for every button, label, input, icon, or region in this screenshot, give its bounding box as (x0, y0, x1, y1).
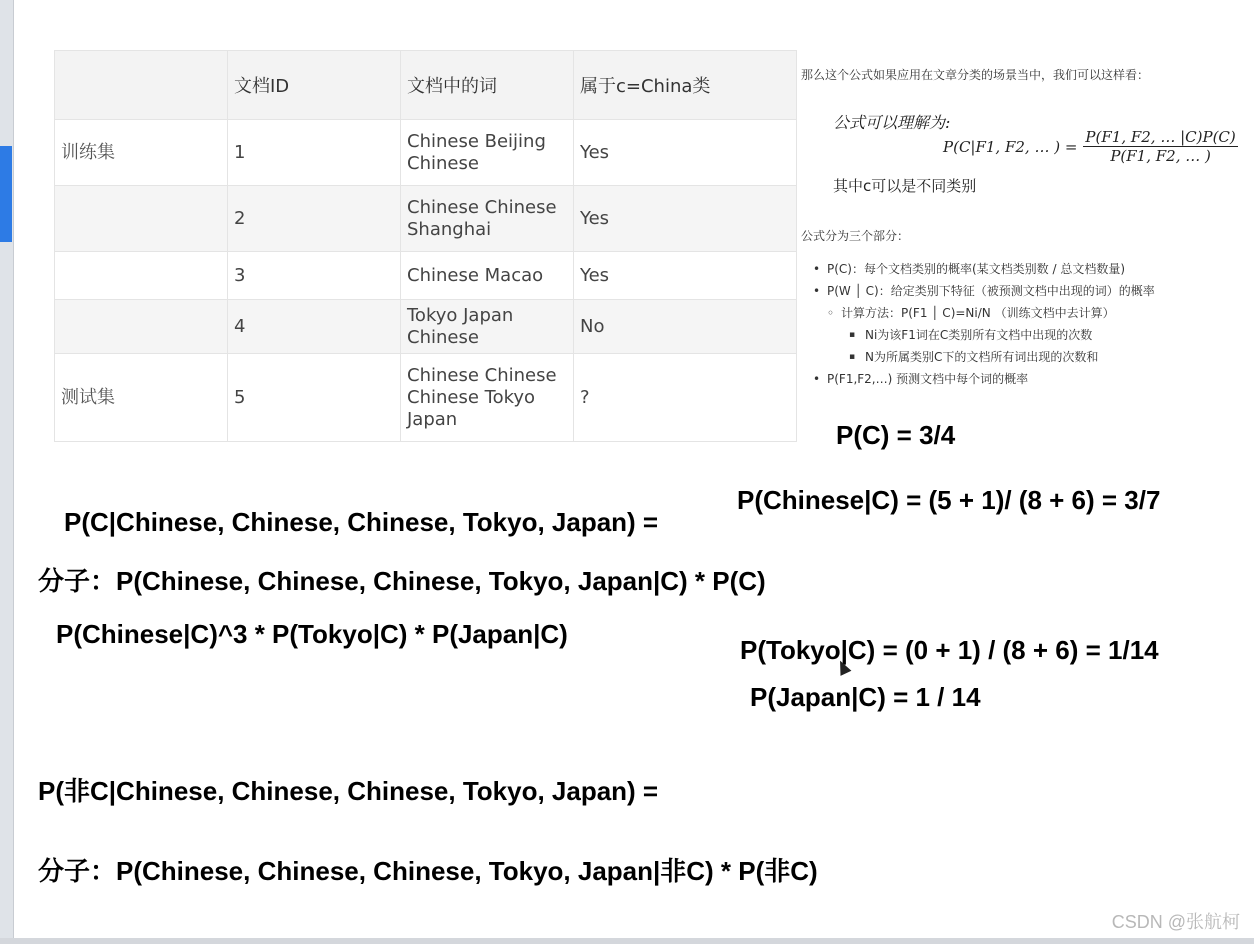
list-item: • P(F1,F2,…) 预测文档中每个词的概率 (801, 368, 1155, 390)
note-posterior-not-c: P(非C|Chinese, Chinese, Chinese, Tokyo, Japan) = (38, 776, 659, 806)
table-cell-words: Chinese Chinese Shanghai (401, 186, 574, 252)
table-row (55, 120, 797, 186)
table-cell-words: Chinese Chinese Chinese Tokyo Japan (401, 354, 574, 442)
window-scroll-accent[interactable] (0, 146, 12, 242)
note-p-c: P(C) = 3/4 (836, 420, 956, 450)
table-header-row (55, 51, 797, 120)
table-cell-words: Chinese Beijing Chinese (401, 120, 574, 186)
table-cell-set (55, 252, 228, 300)
list-item: • P(C)：每个文档类别的概率(某文档类别数 / 总文档数量) (801, 258, 1155, 280)
table-cell-words: Tokyo Japan Chinese (401, 300, 574, 354)
formula-denominator: P(F1, F2, … ) (1110, 147, 1211, 165)
watermark: CSDN @张航柯 (1111, 912, 1240, 932)
note-posterior-c: P(C|Chinese, Chinese, Chinese, Tokyo, Japan) = (64, 507, 659, 537)
note-p-tokyo: P(Tokyo|C) = (0 + 1) / (8 + 6) = 1/14 (740, 635, 1159, 665)
note-numerator-not-c: 分子：P(Chinese, Chinese, Chinese, Tokyo, Japan|非C) * P(非C) (38, 856, 818, 886)
table-cell-label: ? (574, 354, 797, 442)
formula-lhs: P(C|F1, F2, … ) = (943, 137, 1078, 156)
table-cell-id: 2 (228, 186, 401, 252)
table-row (55, 186, 797, 252)
table-cell-id: 5 (228, 354, 401, 442)
formula-fraction (1083, 128, 1237, 165)
table-cell-id: 3 (228, 252, 401, 300)
note-p-chinese: P(Chinese|C) = (5 + 1)/ (8 + 6) = 3/7 (737, 485, 1161, 515)
formula-numerator: P(F1, F2, … |C)P(C) (1085, 128, 1236, 146)
note-expansion: P(Chinese|C)^3 * P(Tokyo|C) * P(Japan|C) (56, 619, 568, 649)
note-p-japan: P(Japan|C) = 1 / 14 (750, 682, 981, 712)
table-cell-label: Yes (574, 252, 797, 300)
table-row (55, 354, 797, 442)
table-cell-words: Chinese Macao (401, 252, 574, 300)
list-item: • P(W │ C)：给定类别下特征（被预测文档中出现的词）的概率 (801, 280, 1155, 302)
table-header-words: 文档中的词 (401, 51, 574, 120)
list-item: ▪ Ni为该F1词在C类别所有文档中出现的次数 (801, 324, 1155, 346)
table-header-label: 属于c=China类 (574, 51, 797, 120)
bayes-formula (943, 128, 1238, 165)
table-row (55, 252, 797, 300)
table-row (55, 300, 797, 354)
window-bottom-edge (0, 938, 1254, 944)
table-cell-set: 训练集 (55, 120, 228, 186)
document-table (54, 50, 797, 442)
table-header-doc-id: 文档ID (228, 51, 401, 120)
panel-intro: 那么这个公式如果应用在文章分类的场景当中，我们可以这样看： (801, 68, 1150, 82)
table-cell-label: No (574, 300, 797, 354)
table-cell-set: 测试集 (55, 354, 228, 442)
list-item: ◦ 计算方法：P(F1 │ C)=Ni/N （训练文档中去计算） (801, 302, 1155, 324)
formula-title: 公式可以理解为: (833, 113, 951, 132)
note-numerator-c: 分子：P(Chinese, Chinese, Chinese, Tokyo, Japan|C) * P(C) (38, 566, 766, 596)
table-cell-set (55, 186, 228, 252)
formula-note: 其中c可以是不同类别 (833, 177, 977, 195)
table-cell-id: 4 (228, 300, 401, 354)
parts-title: 公式分为三个部分： (801, 229, 910, 243)
table-cell-label: Yes (574, 186, 797, 252)
list-item: ▪ N为所属类别C下的文档所有词出现的次数和 (801, 346, 1155, 368)
parts-list (801, 258, 1155, 390)
table-header-set (55, 51, 228, 120)
table-cell-label: Yes (574, 120, 797, 186)
window-left-edge (0, 0, 14, 944)
table-cell-set (55, 300, 228, 354)
table-cell-id: 1 (228, 120, 401, 186)
